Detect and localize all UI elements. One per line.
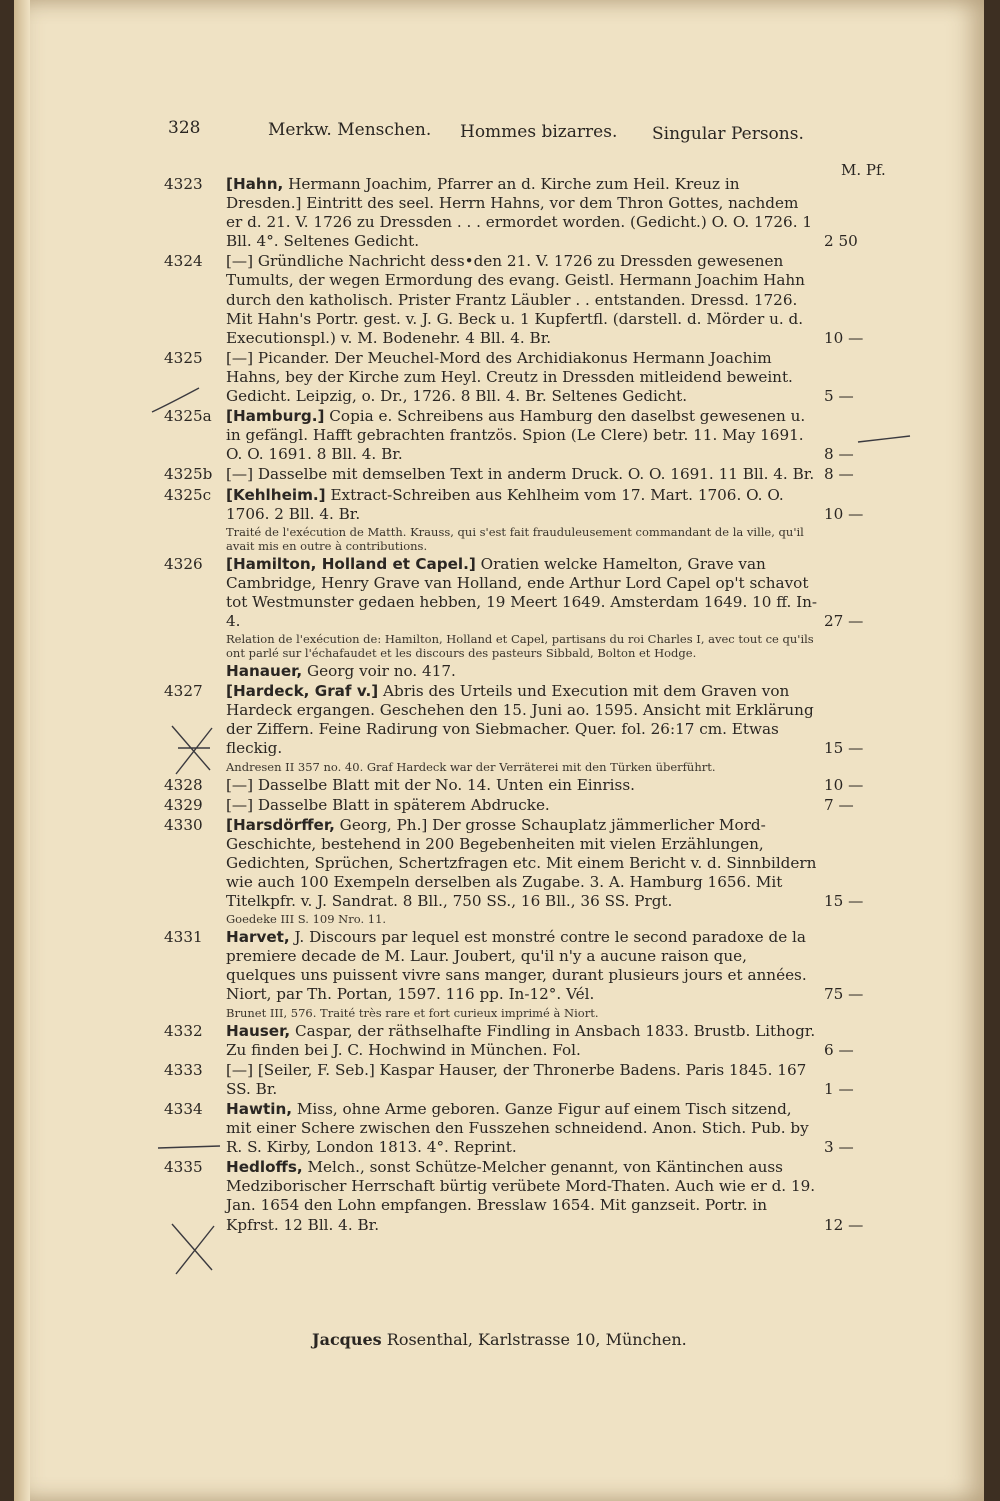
entry-name: [Hamilton, Holland et Capel.] bbox=[226, 554, 476, 573]
entry-name: Hanauer, bbox=[226, 662, 303, 681]
catalog-entry bbox=[164, 407, 904, 464]
entry-description: Extract-Schreiben aus Kehlheim vom 17. Mart. 1706. O. O. 1706. 2 Bll. 4. Br. bbox=[226, 485, 784, 523]
entry-description: Abris des Urteils und Execution mit dem Graven von Hardeck ergangen. Geschehen den 15. Juni ao. 1595. Ansicht mit Erklärung der Ziffern. Feine Radirung von Siebmacher. Quer. fol. 26:17 cm. Etwas fleckig. bbox=[226, 682, 814, 758]
entry-price: 27 — bbox=[824, 611, 864, 630]
entry-note: Relation de l'exécution de: Hamilton, Holland et Capel, partisans du roi Charles I, avec tout ce qu'ils ont parlé sur l'échafaudet et les discours des pasteurs Sibbald, Bolton et Hodge. bbox=[226, 632, 814, 661]
entry-note: Goedeke III S. 109 Nro. 11. bbox=[226, 912, 387, 927]
entry-name: [Hahn, bbox=[226, 175, 284, 193]
entry-price: 6 — bbox=[824, 1040, 854, 1059]
entry-price: 10 — bbox=[824, 775, 864, 794]
price-strike-icon bbox=[854, 430, 914, 450]
entry-number: 4325b bbox=[164, 465, 213, 484]
catalog-entry bbox=[164, 816, 904, 911]
currency-column-header: M. Pf. bbox=[841, 161, 886, 179]
entry-number: 4325a bbox=[164, 407, 212, 426]
catalog-entry bbox=[164, 662, 904, 681]
entry-text bbox=[226, 1061, 818, 1099]
entry-number: 4331 bbox=[164, 928, 203, 947]
entry-price: 10 — bbox=[824, 504, 864, 523]
entry-description: Copia e. Schreibens aus Hamburg den daselbst gewesenen u. in gefängl. Hafft gebrachten frantzös. Spion (Le Clere) betr. 11. May 1691. O. O. 1691. 8 Bll. 4. Br. bbox=[226, 407, 806, 464]
entry-number: 4326 bbox=[164, 554, 203, 573]
catalog-entry bbox=[164, 349, 904, 406]
entry-text bbox=[226, 1158, 818, 1234]
header-title-fr: Hommes bizarres. bbox=[460, 122, 618, 142]
entry-description: Hermann Joachim, Pfarrer an d. Kirche zum Heil. Kreuz in Dresden.] Eintritt des seel. Herrn Hahns, vor dem Thron Gottes, nachdem er d. 21. V. 1726 zu Dressden . . . ermordet worden. (Gedicht.) O. O. 1726. 1 Bll. 4°. Seltenes Gedicht. bbox=[226, 175, 813, 251]
entry-name: [Harsdörffer, bbox=[226, 815, 335, 834]
entry-description: [—] [Seiler, F. Seb.] Kaspar Hauser, der Thronerbe Badens. Paris 1845. 167 SS. Br. bbox=[226, 1060, 807, 1098]
entry-description: Caspar, der räthselhafte Findling in Ansbach 1833. Brustb. Lithogr. Zu finden bei J. C. Hochwind in München. Fol. bbox=[226, 1021, 816, 1059]
entry-name: [Hardeck, Graf v.] bbox=[226, 682, 379, 701]
entry-description: Georg, Ph.] Der grosse Schauplatz jämmerlicher Mord-Geschichte, bestehend in 200 Begebenheiten mit vielen Erzählungen, Gedichten, Sprüchen, Schertzfragen etc. Mit einem Bericht v. d. Sinnbildern wie auch 100 Exempeln derselben als Zugabe. 3. A. Hamburg 1656. Mit Titelkpfr. v. J. Sandrat. 8 Bll., 750 SS., 16 Bll., 36 SS. Prgt. bbox=[226, 815, 817, 911]
entry-text bbox=[226, 1100, 818, 1157]
entry-name: Harvet, bbox=[226, 928, 290, 947]
entry-note: Brunet III, 576. Traité très rare et fort curieux imprimé à Niort. bbox=[226, 1005, 599, 1020]
page-number: 328 bbox=[168, 118, 201, 138]
entry-description: [—] Dasselbe Blatt mit der No. 14. Unten ein Einriss. bbox=[226, 775, 635, 794]
catalog-entry bbox=[164, 465, 904, 484]
entry-number: 4328 bbox=[164, 775, 203, 794]
entry-text bbox=[226, 486, 818, 524]
entry-number: 4334 bbox=[164, 1099, 203, 1118]
entry-text bbox=[226, 349, 818, 406]
entry-description: [—] Dasselbe mit demselben Text in anderm Druck. O. O. 1691. 11 Bll. 4. Br. bbox=[226, 465, 815, 484]
catalog-entry bbox=[164, 1022, 904, 1060]
entry-price: 2 50 bbox=[824, 232, 858, 251]
entry-number: 4329 bbox=[164, 795, 203, 814]
catalog-entry bbox=[164, 776, 904, 795]
entry-description: Oratien welcke Hamelton, Grave van Cambridge, Henry Grave van Holland, ende Arthur Lord Capel op't schavot tot Westmunster gedaen hebben, 19 Meert 1649. Amsterdam 1649. 10 ff. In-4. bbox=[226, 554, 818, 630]
pencil-cross-icon bbox=[164, 720, 224, 780]
entry-name: Hauser, bbox=[226, 1021, 291, 1040]
entry-number: 4330 bbox=[164, 815, 203, 834]
entry-text bbox=[226, 662, 818, 681]
entry-name: [Kehlheim.] bbox=[226, 485, 326, 504]
entry-number: 4325 bbox=[164, 348, 203, 367]
entry-price: 1 — bbox=[824, 1079, 854, 1098]
entry-number: 4323 bbox=[164, 175, 203, 193]
entry-number: 4327 bbox=[164, 682, 203, 701]
pencil-mark-icon bbox=[144, 378, 204, 418]
header-title-de: Merkw. Menschen. bbox=[268, 120, 432, 140]
entry-text bbox=[226, 928, 818, 1004]
pencil-cross-icon bbox=[164, 1218, 224, 1278]
entry-description: [—] Dasselbe Blatt in späterem Abdrucke. bbox=[226, 795, 550, 814]
entry-name: Hedloffs, bbox=[226, 1158, 303, 1177]
catalog-entry bbox=[164, 796, 904, 815]
pencil-strike-icon bbox=[154, 1138, 224, 1158]
catalog-page bbox=[14, 0, 984, 1501]
entry-text bbox=[226, 555, 818, 631]
entry-number: 4324 bbox=[164, 252, 203, 271]
entry-name: [Hamburg.] bbox=[226, 407, 325, 426]
entry-text bbox=[226, 175, 818, 251]
entry-note: Andresen II 357 no. 40. Graf Hardeck war der Verräterei mit den Türken überführt. bbox=[226, 759, 716, 774]
entry-description: Miss, ohne Arme geboren. Ganze Figur auf einem Tisch sitzend, mit einer Schere zwischen den Fusszehen schneidend. Anon. Stich. Pub. by R. S. Kirby, London 1813. 4°. Reprint. bbox=[226, 1099, 809, 1157]
catalog-entry bbox=[164, 1061, 904, 1099]
entry-price: 3 — bbox=[824, 1138, 854, 1157]
entry-description: Georg voir no. 417. bbox=[302, 662, 456, 681]
entry-text bbox=[226, 465, 818, 484]
entry-description: [—] Picander. Der Meuchel-Mord des Archidiakonus Hermann Joachim Hahns, bey der Kirche zum Heyl. Creutz in Dressden mitleidend beweint. Gedicht. Leipzig, o. Dr., 1726. 8 Bll. 4. Br. Seltenes Gedicht. bbox=[226, 348, 793, 406]
entry-price: 12 — bbox=[824, 1215, 864, 1234]
entry-text bbox=[226, 816, 818, 911]
entry-price: 8 — bbox=[824, 445, 854, 464]
entry-note: Traité de l'exécution de Matth. Krauss, qui s'est fait frauduleusement commandant de la ville, qu'il avait mis en outre à contributions. bbox=[226, 524, 804, 553]
footer-name: Jacques bbox=[312, 1330, 382, 1349]
catalog-entry bbox=[164, 486, 904, 524]
entry-name: Hawtin, bbox=[226, 1099, 293, 1118]
publisher-footer bbox=[312, 1330, 687, 1349]
entry-number: 4332 bbox=[164, 1021, 203, 1040]
catalog-entries bbox=[164, 175, 904, 1236]
catalog-entry bbox=[164, 555, 904, 631]
entry-description: [—] Gründliche Nachricht dess•den 21. V. 1726 zu Dressden gewesenen Tumults, der wegen Ermordung des evang. Geistl. Hermann Joachim Hahn durch den katholisch. Prister Frantz Läubler . . entstanden. Dressd. 1726. Mit Hahn's Portr. gest. v. J. G. Beck u. 1 Kupfertfl. (darstell. d. Mörder u. d. Executionspl.) v. M. Bodenehr. 4 Bll. 4. Br. bbox=[226, 252, 805, 347]
catalog-entry bbox=[164, 928, 904, 1004]
entry-price: 8 — bbox=[824, 465, 854, 484]
footer-address: Rosenthal, Karlstrasse 10, München. bbox=[381, 1330, 687, 1349]
entry-text bbox=[226, 796, 818, 815]
entry-description: Melch., sonst Schütze-Melcher genannt, von Käntinchen auss Medziborischer Herrschaft bürtig verübete Mord-Thaten. Auch wie er d. 19. Jan. 1654 den Lohn empfangen. Bresslaw 1654. Mit ganzseit. Portr. in Kpfrst. 12 Bll. 4. Br. bbox=[226, 1158, 816, 1234]
entry-text bbox=[226, 682, 818, 758]
entry-text bbox=[226, 252, 818, 347]
catalog-entry bbox=[164, 175, 904, 251]
entry-price: 5 — bbox=[824, 387, 854, 406]
entry-text bbox=[226, 776, 818, 795]
entry-price: 15 — bbox=[824, 892, 864, 911]
catalog-entry bbox=[164, 682, 904, 758]
entry-price: 10 — bbox=[824, 328, 864, 347]
entry-price: 15 — bbox=[824, 739, 864, 758]
entry-text bbox=[226, 1022, 818, 1060]
header-title-en: Singular Persons. bbox=[652, 124, 804, 144]
catalog-entry bbox=[164, 1100, 904, 1157]
entry-text bbox=[226, 407, 818, 464]
entry-number: 4335 bbox=[164, 1158, 203, 1177]
entry-number: 4333 bbox=[164, 1060, 203, 1079]
catalog-entry bbox=[164, 1158, 904, 1234]
entry-number: 4325c bbox=[164, 485, 212, 504]
entry-price: 75 — bbox=[824, 985, 864, 1004]
entry-price: 7 — bbox=[824, 795, 854, 814]
catalog-entry bbox=[164, 252, 904, 347]
entry-description: J. Discours par lequel est monstré contre le second paradoxe de la premiere decade de M. Laur. Joubert, qu'il n'y a aucune raison que, quelques uns puissent vivre sans manger, durant plusieurs jours et années. Niort, par Th. Portan, 1597. 116 pp. In-12°. Vél. bbox=[226, 928, 807, 1004]
